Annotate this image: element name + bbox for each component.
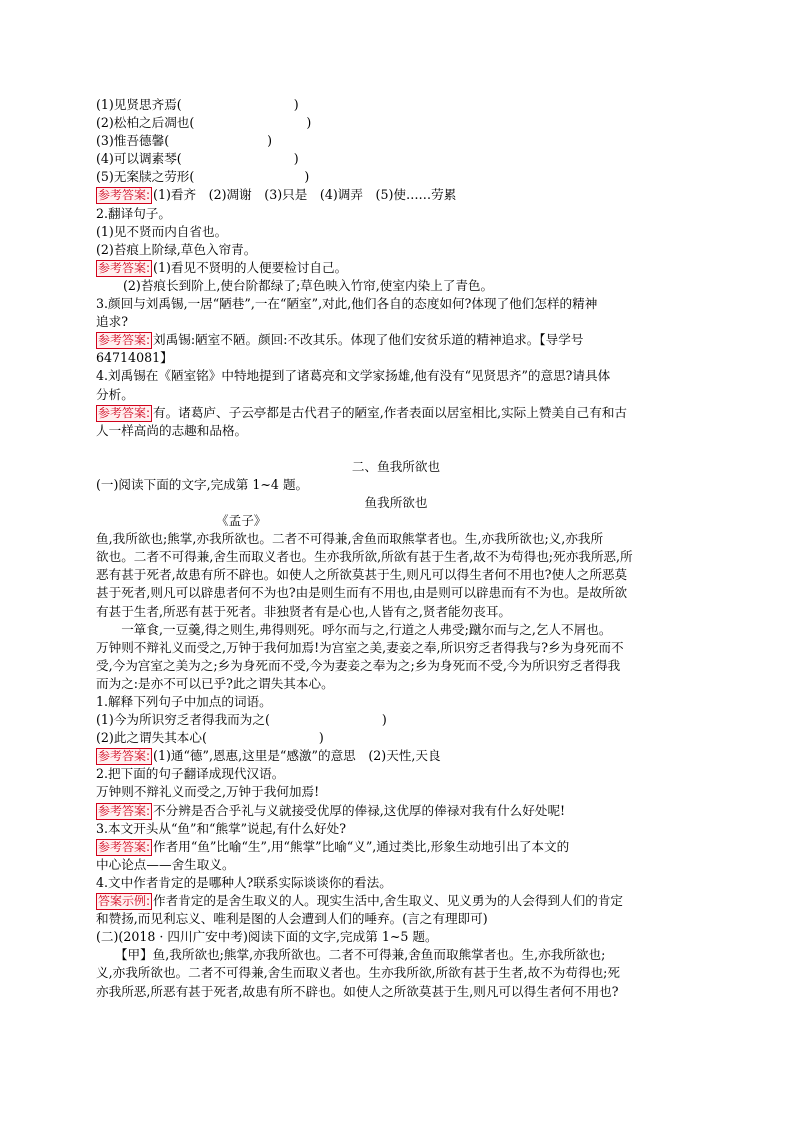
answer-line-cont: 64714081】 — [96, 350, 173, 366]
answer-line: 参考答案: 作者用“鱼”比喻“生”,用“熊掌”比喻“义”,通过类比,形象生动地引出了本文的 — [98, 838, 570, 854]
answer-tag: 参考答案: — [98, 749, 151, 764]
passage-line: 亦我所恶,所恶有甚于死者,故患有所不辟也。如使人之所欲莫甚于生,则凡可以得生者何不用也? — [96, 983, 619, 999]
passage-line: 万钟则不辩礼义而受之,万钟于我何加焉!为宫室之美,妻妾之奉,所识穷乏者得我与?乡为身死而不 — [96, 639, 624, 655]
question-item: (2)此之谓失其本心( ) — [96, 730, 324, 746]
answer-tag: 参考答案: — [98, 803, 151, 818]
passage-line: 欲也。二者不可得兼,舍生而取义者也。生亦我所欲,所欲有甚于生者,故不为苟得也;死亦我所恶,所 — [96, 549, 633, 565]
example-tag: 答案示例: — [98, 894, 151, 909]
question-item: (1)今为所识穷乏者得我而为之( ) — [96, 712, 387, 728]
question-title: 3.本文开头从“鱼”和“熊掌”说起,有什么好处? — [96, 820, 347, 836]
passage-line: 【甲】鱼,我所欲也;熊掌,亦我所欲也。二者不可得兼,舍鱼而取熊掌者也。生,亦我所欲也; — [96, 947, 606, 963]
question-title-cont: 追求? — [96, 314, 128, 330]
vocab-item-1: (1)见贤思齐焉( ) — [96, 97, 299, 112]
answer-tag: 参考答案: — [98, 333, 151, 348]
answer-line-cont: 中心论点——舍生取义。 — [96, 856, 235, 872]
passage-line: 义,亦我所欲也。二者不可得兼,舍生而取义者也。生亦我所欲,所欲有甚于生者,故不为苟得也;死 — [96, 965, 621, 981]
vocab-item-3: (3)惟吾德馨( ) — [96, 133, 273, 149]
passage-line: 一箪食,一豆羹,得之则生,弗得则死。呼尔而与之,行道之人弗受;蹴尔而与之,乞人不屑也。 — [96, 621, 612, 637]
vocab-item-5: (5)无案牍之劳形( ) — [96, 169, 310, 185]
answer-line: 参考答案: (1)通“德”,恩惠,这里是“感激”的意思 (2)天性,天良 — [98, 748, 441, 764]
answer-line-cont: 人一样高尚的志趣和品格。 — [96, 422, 248, 438]
answer-tag: 参考答案: — [98, 839, 151, 854]
question-title: 1.解释下列句子中加点的词语。 — [96, 694, 272, 709]
section-title: 二、鱼我所欲也 — [351, 458, 441, 474]
passage-author: 《孟子》 — [216, 513, 267, 529]
passage-line: 受,今为宫室之美为之;乡为身死而不受,今为妻妾之奉为之;乡为身死而不受,今为所识穷乏者得我 — [96, 657, 621, 673]
question-title: 2.翻译句子。 — [96, 205, 171, 221]
question-item: (1)见不贤而内自省也。 — [96, 223, 228, 239]
question-title: 3.颜回与刘禹锡,一居“陋巷”,一在“陋室”,对此,他们各自的态度如何?体现了他们怎样的精神 — [96, 296, 598, 312]
vocab-item-4: (4)可以调素琴( ) — [96, 151, 299, 167]
passage-title: 鱼我所欲也 — [364, 494, 428, 510]
answer-tag: 参考答案: — [98, 405, 151, 420]
passage-line: 鱼,我所欲也;熊掌,亦我所欲也。二者不可得兼,舍鱼而取熊掌者也。生,亦我所欲也;义,亦我所 — [96, 531, 604, 547]
question-title: 2.把下面的句子翻译成现代汉语。 — [96, 766, 285, 782]
answer-line: 答案示例: 作者肯定的是舍生取义的人。现实生活中,舍生取义、见义勇为的人会得到人们的肯定 — [98, 893, 624, 909]
answer-tag: 参考答案: — [98, 188, 151, 203]
passage-line: 而为之:是亦不可以已乎?此之谓失其本心。 — [96, 675, 334, 691]
question-title-cont: 分析。 — [96, 386, 134, 402]
answer-line: 参考答案: (1)看见不贤明的人便要检讨自己。 — [98, 259, 348, 275]
answer-tag: 参考答案: — [98, 260, 151, 275]
reading-intro: (二)(2018 · 四川广安中考)阅读下面的文字,完成第 1~5 题。 — [96, 929, 438, 945]
passage-line: 恶有甚于死者,故患有所不辟也。如使人之所欲莫甚于生,则凡可以得生者何不用也?使人之所恶莫 — [96, 567, 628, 583]
passage-line: 有甚于生者,所恶有甚于死者。非独贤者有是心也,人皆有之,贤者能勿丧耳。 — [96, 603, 512, 619]
answer-line-cont: (2)苔痕长到阶上,使台阶都绿了;草色映入竹帘,使室内染上了青色。 — [123, 277, 494, 293]
reading-intro: (一)阅读下面的文字,完成第 1~4 题。 — [96, 476, 309, 492]
question-item: (2)苔痕上阶绿,草色入帘青。 — [96, 241, 257, 257]
answer-line: 参考答案: 刘禹锡:陋室不陋。颜回:不改其乐。体现了他们安贫乐道的精神追求。【导学号 — [98, 332, 584, 348]
vocab-item-2: (2)松柏之后凋也( ) — [96, 115, 312, 131]
answer-line: 参考答案: 不分辨是否合乎礼与义就接受优厚的俸禄,这优厚的俸禄对我有什么好处呢! — [98, 802, 566, 818]
question-title: 4.刘禹锡在《陋室铭》中特地提到了诸葛亮和文学家扬雄,他有没有“见贤思齐”的意思?请具体 — [96, 368, 611, 384]
passage-line: 甚于死者,则凡可以辟患者何不为也?由是则生而有不用也,由是则可以辟患而有不为也。是故所欲 — [96, 585, 628, 601]
document-page — [96, 96, 696, 1001]
answer-line: 参考答案: (1)看齐 (2)凋谢 (3)只是 (4)调弄 (5)使……劳累 — [98, 187, 457, 203]
answer-line: 参考答案: 有。诸葛庐、子云亭都是古代君子的陋室,作者表面以居室相比,实际上赞美自己有和古 — [98, 404, 628, 420]
question-sentence: 万钟则不辩礼义而受之,万钟于我何加焉! — [96, 784, 320, 800]
answer-line-cont: 和赞扬,而见利忘义、唯利是图的人会遭到人们的唾弃。(言之有理即可) — [96, 911, 488, 927]
question-title: 4.文中作者肯定的是哪种人?联系实际谈谈你的看法。 — [96, 874, 392, 890]
